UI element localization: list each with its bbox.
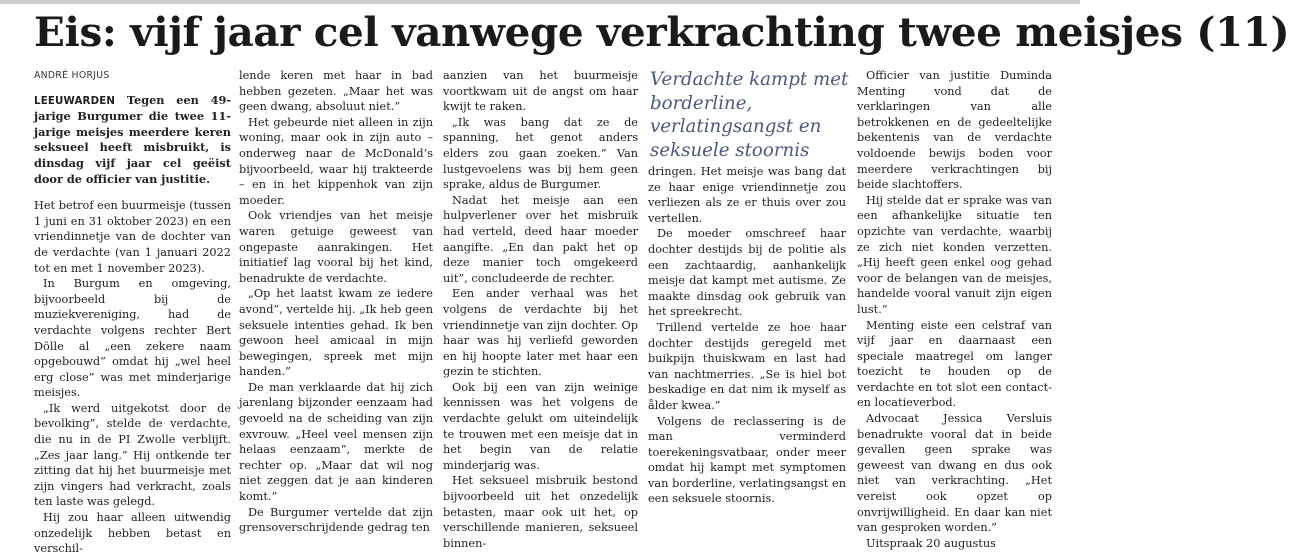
paragraph: Een ander verhaal was het volgens de verdachte bij het vriendinnetje van zijn dochter. Op haar was hij verliefd geworden en hij hoopte later met haar een gezin te stichten. [443, 287, 638, 379]
column-4 [648, 164, 846, 507]
paragraph: Ook vriendjes van het meisje waren getuige geweest van ongepaste aanrakingen. Het initiatief lag vooral bij het kind, benadrukte de verdachte. [239, 209, 433, 285]
column-1 [34, 68, 231, 557]
intro-text: Tegen een 49-jarige Burgumer die twee 11-jarige meisjes meerdere keren seksueel heeft misbruikt, is dinsdag vijf jaar cel geëist door de officier van justitie. [34, 92, 232, 186]
paragraph: Hij zou haar alleen uitwendig onzedelijk hebben betast en verschil- [34, 511, 231, 556]
article-intro [34, 93, 231, 188]
paragraph: lende keren met haar in bad hebben gezeten. „Maar het was geen dwang, absoluut niet.” [239, 69, 433, 114]
column-2 [239, 68, 433, 536]
column-5 [857, 68, 1052, 551]
paragraph: Advocaat Jessica Versluis benadrukte vooral dat in beide gevallen geen sprake was geweest van dwang en dus ook niet van verkrachting. „Het vereist ook opzet op onvrijwilligheid. En daar kan niet van gesproken worden.” [857, 412, 1052, 535]
paragraph: De moeder omschreef haar dochter destijds bij de politie als een zachtaardig, aanhankelijk meisje dat kampt met autisme. Ze maakte dinsdag ook gebruik van het spreekrecht. [648, 227, 846, 319]
top-rule [0, 0, 1080, 4]
column-3 [443, 68, 638, 551]
paragraph: Menting eiste een celstraf van vijf jaar en daarnaast een speciale maatregel om langer toezicht te houden op de verdachte en tot slot een contact- en locatieverbod. [857, 318, 1052, 410]
paragraph: „Op het laatst kwam ze iedere avond”, vertelde hij. „Ik heb geen seksuele intenties gehad. Ik ben gewoon heel amicaal in mijn bewegingen, spreek met mijn handen.” [239, 287, 433, 379]
paragraph: Het betrof een buurmeisje (tussen 1 juni en 31 oktober 2023) en een vriendinnetje van de dochter van de verdachte (van 1 januari 2022 tot en met 1 november 2023). [34, 199, 231, 275]
paragraph: Nadat het meisje aan een hulpverlener over het misbruik had verteld, deed haar moeder aangifte. „En dan pakt het op deze manier toch omgekeerd uit”, concludeerde de rechter. [443, 193, 638, 285]
paragraph: In Burgum en omgeving, bijvoorbeeld bij de muziekvereniging, had de verdachte volgens rechter Bert Dölle al „een zekere naam opgebouwd” omdat hij „wel heel erg close” was met minderjarige meisjes. [34, 277, 231, 400]
pull-quote: Verdachte kampt met borderline, verlatingsangst en seksuele stoornis [650, 69, 849, 161]
dateline: LEEUWARDEN [34, 95, 116, 107]
paragraph: aanzien van het buurmeisje voortkwam uit de angst om haar kwijt te raken. [443, 69, 638, 114]
paragraph: „Ik werd uitgekotst door de bevolking”, stelde de verdachte, die nu in de PI Zwolle verblijft. „Zes jaar lang.” Hij ontkende ter zitting dat hij het buurmeisje met zijn vingers had verkracht, zoals ten laste was gelegd. [34, 401, 231, 509]
verdict-date: Uitspraak 20 augustus [866, 536, 996, 550]
paragraph: Het seksueel misbruik bestond bijvoorbeeld uit het onzedelijk betasten, maar ook uit het, op verschillende manieren, seksueel binnen- [443, 474, 638, 550]
paragraph: Officier van justitie Duminda Menting vond dat de verklaringen van alle betrokkenen en de gedeeltelijke bekentenis van de verdachte voldoende bewijs boden voor meerdere verkrachtingen bij beide slachtoffers. [857, 69, 1052, 192]
byline: ANDRÉ HORJUS [34, 70, 110, 81]
paragraph: Trillend vertelde ze hoe haar dochter destijds geregeld met buikpijn thuiskwam en last had van nachtmerries. „Se is hiel bot beskadige en dat nim ik myself as ålder kwea.” [648, 320, 846, 412]
paragraph: Hij stelde dat er sprake was van een afhankelijke situatie ten opzichte van verdachte, waarbij ze zich niet konden verzetten. „Hij heeft geen enkel oog gehad voor de belangen van de meisjes, handelde vooral vanuit zijn eigen lust.” [857, 193, 1052, 316]
paragraph: „Ik was bang dat ze de spanning, het genot anders elders zou gaan zoeken.” Van lustgevoelens was bij hem geen sprake, aldus de Burgumer. [443, 115, 638, 192]
paragraph: De Burgumer vertelde dat zijn grensoverschrijdende gedrag ten [239, 505, 433, 535]
article-headline: Eis: vijf jaar cel vanwege verkrachting twee meisjes (11) [34, 8, 1289, 56]
paragraph: De man verklaarde dat hij zich jarenlang bijzonder eenzaam had gevoeld na de scheiding van zijn exvrouw. „Heel veel mensen zijn helaas eenzaam”, merkte de rechter op. „Maar dat wil nog niet zeggen dat je aan kinderen komt.” [239, 380, 433, 504]
paragraph: Volgens de reclassering is de man verminderd toerekeningsvatbaar, onder meer omdat hij kampt met symptomen van borderline, verlatingsangst en een seksuele stoornis. [648, 414, 846, 506]
paragraph: Ook bij een van zijn weinige kennissen was het volgens de verdachte gelukt om uiteindelijk te trouwen met een meisje dat in het begin van de relatie minderjarig was. [443, 380, 638, 472]
paragraph: dringen. Het meisje was bang dat ze haar enige vriendinnetje zou verliezen als ze er thuis over zou vertellen. [648, 165, 846, 225]
paragraph: Het gebeurde niet alleen in zijn woning, maar ook in zijn auto – onderweg naar de McDonald’s bijvoorbeeld, waar hij trakteerde – en in het kippenhok van zijn moeder. [239, 115, 433, 207]
